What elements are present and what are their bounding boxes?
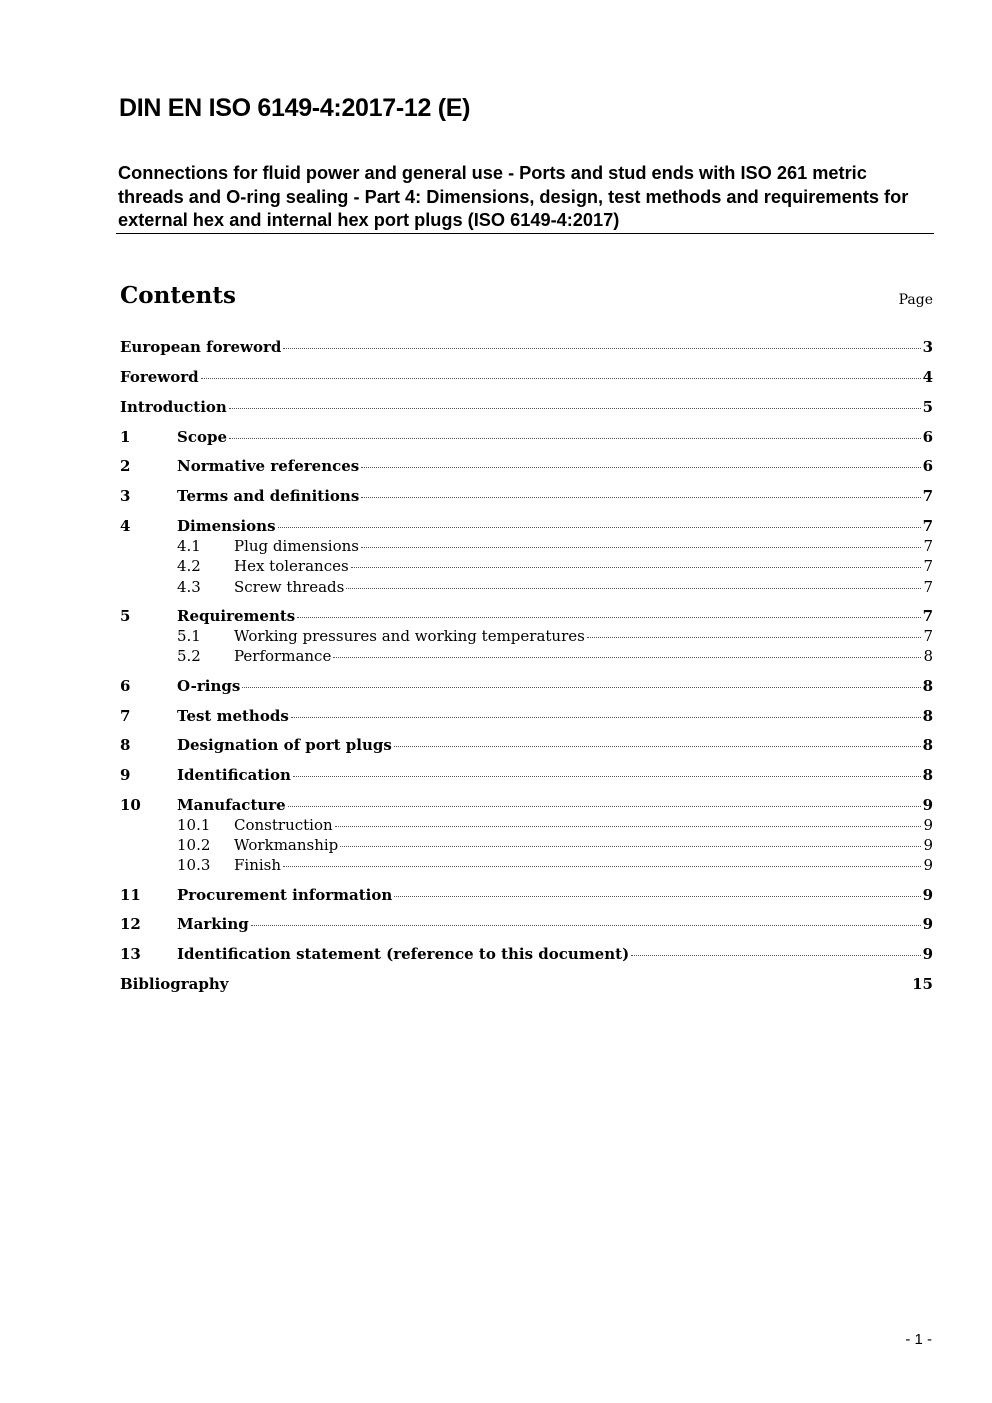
toc-entry[interactable] (120, 945, 933, 965)
toc-entry-page: 6 (922, 457, 933, 475)
toc-entry-label: Requirements (177, 607, 296, 625)
toc-entry-label: O-rings (177, 677, 241, 695)
toc-entry-page: 7 (923, 537, 933, 555)
toc-entry[interactable] (120, 428, 933, 448)
toc-entry-number: 12 (120, 915, 141, 933)
toc-entry[interactable] (120, 975, 933, 995)
page-number: - 1 - (905, 1331, 932, 1348)
toc-entry-page: 8 (922, 766, 933, 784)
toc-entry-number: 4 (120, 517, 131, 535)
toc-entry-number: 6 (120, 677, 131, 695)
toc-entry-page: 7 (922, 607, 933, 625)
toc-entry-page: 9 (922, 915, 933, 933)
toc-entry-label: Performance (234, 647, 332, 665)
toc-entry[interactable] (120, 517, 933, 537)
toc-entry-page: 9 (922, 886, 933, 904)
toc-entry-label: Introduction (120, 398, 227, 416)
toc-entry-page: 3 (922, 338, 933, 356)
toc-entry-label: Manufacture (177, 796, 286, 814)
toc-dot-leader (231, 985, 911, 986)
toc-entry[interactable] (120, 457, 933, 477)
toc-entry-page: 7 (923, 557, 933, 575)
toc-entry-label: Workmanship (234, 836, 339, 854)
toc-entry[interactable] (120, 736, 933, 756)
toc-entry[interactable] (120, 677, 933, 697)
document-subtitle: Connections for fluid power and general use - Ports and stud ends with ISO 261 metric threads and O-ring sealing - Part 4: Dimensions, design, test methods and requirements for external hex and internal hex port plugs (ISO 6149-4:2017) (118, 163, 909, 230)
toc-dot-leader (229, 408, 921, 409)
toc-entry-label: Screw threads (234, 578, 345, 596)
toc-entry-label: Plug dimensions (234, 537, 359, 555)
toc-dot-leader (297, 617, 920, 618)
toc-entry-number: 9 (120, 766, 131, 784)
toc-entry-page: 9 (923, 816, 933, 834)
toc-dot-leader (291, 717, 921, 718)
toc-entry-page: 9 (923, 836, 933, 854)
toc-dot-leader (340, 846, 921, 847)
toc-entry-number: 8 (120, 736, 131, 754)
toc-entry-page: 8 (922, 707, 933, 725)
toc-subentry[interactable] (120, 836, 933, 856)
toc-entry-label: Designation of port plugs (177, 736, 392, 754)
toc-entry-page: 9 (922, 796, 933, 814)
toc-dot-leader (333, 657, 921, 658)
toc-entry-number: 10.2 (177, 836, 211, 854)
toc-entry-number: 10.3 (177, 856, 211, 874)
toc-dot-leader (288, 806, 921, 807)
toc-entry-number: 5.2 (177, 647, 201, 665)
toc-dot-leader (394, 896, 920, 897)
toc-dot-leader (242, 687, 920, 688)
toc-subentry[interactable] (120, 856, 933, 876)
toc-entry[interactable] (120, 338, 933, 358)
toc-dot-leader (251, 925, 921, 926)
toc-dot-leader (346, 588, 921, 589)
toc-entry[interactable] (120, 796, 933, 816)
toc-subentry[interactable] (120, 627, 933, 647)
contents-heading: Contents (120, 282, 236, 309)
toc-entry-label: Scope (177, 428, 228, 446)
toc-entry-label: Identification statement (reference to this document) (177, 945, 630, 963)
toc-dot-leader (631, 955, 920, 956)
toc-entry-page: 15 (912, 975, 933, 993)
toc-entry-page: 9 (923, 856, 933, 874)
toc-entry-label: Normative references (177, 457, 360, 475)
toc-subentry[interactable] (120, 537, 933, 557)
toc-entry-page: 6 (922, 428, 933, 446)
toc-entry-number: 13 (120, 945, 141, 963)
toc-entry-page: 8 (922, 736, 933, 754)
toc-entry[interactable] (120, 915, 933, 935)
toc-subentry[interactable] (120, 647, 933, 667)
toc-entry-number: 5 (120, 607, 131, 625)
toc-entry-label: Finish (234, 856, 282, 874)
toc-entry-number: 2 (120, 457, 131, 475)
toc-entry[interactable] (120, 398, 933, 418)
toc-dot-leader (394, 746, 921, 747)
toc-entry[interactable] (120, 886, 933, 906)
toc-dot-leader (361, 547, 921, 548)
toc-entry-page: 9 (922, 945, 933, 963)
toc-dot-leader (361, 467, 920, 468)
toc-entry-page: 7 (923, 627, 933, 645)
toc-dot-leader (201, 378, 921, 379)
toc-entry-label: Working pressures and working temperatures (234, 627, 585, 645)
page-column-label: Page (898, 292, 933, 308)
toc-entry-number: 3 (120, 487, 131, 505)
toc-entry-number: 1 (120, 428, 131, 446)
toc-entry[interactable] (120, 707, 933, 727)
toc-entry-number: 5.1 (177, 627, 201, 645)
toc-entry-label: Foreword (120, 368, 199, 386)
toc-subentry[interactable] (120, 578, 933, 598)
document-title: DIN EN ISO 6149-4:2017-12 (E) (119, 94, 471, 122)
toc-dot-leader (587, 637, 922, 638)
toc-entry-label: Hex tolerances (234, 557, 349, 575)
toc-entry-label: Dimensions (177, 517, 276, 535)
toc-entry-number: 4.1 (177, 537, 201, 555)
toc-entry-number: 4.3 (177, 578, 201, 596)
toc-entry-page: 7 (922, 487, 933, 505)
toc-entry-label: Terms and definitions (177, 487, 360, 505)
toc-entry-page: 8 (922, 677, 933, 695)
toc-subentry[interactable] (120, 816, 933, 836)
toc-entry-page: 4 (922, 368, 933, 386)
toc-dot-leader (361, 497, 920, 498)
toc-entry-label: Test methods (177, 707, 289, 725)
toc-entry-number: 4.2 (177, 557, 201, 575)
toc-entry[interactable] (120, 487, 933, 507)
toc-dot-leader (229, 438, 921, 439)
toc-dot-leader (283, 348, 920, 349)
toc-entry-number: 7 (120, 707, 131, 725)
toc-entry[interactable] (120, 607, 933, 627)
toc-entry-number: 10.1 (177, 816, 211, 834)
toc-entry-label: Marking (177, 915, 249, 933)
toc-entry-label: Procurement information (177, 886, 393, 904)
toc-entry-page: 7 (922, 517, 933, 535)
toc-entry-label: European foreword (120, 338, 282, 356)
toc-subentry[interactable] (120, 557, 933, 577)
toc-entry-page: 8 (923, 647, 933, 665)
toc-entry-number: 10 (120, 796, 141, 814)
toc-entry-page: 5 (922, 398, 933, 416)
toc-entry-page: 7 (923, 578, 933, 596)
toc-entry-label: Construction (234, 816, 333, 834)
toc-dot-leader (278, 527, 921, 528)
toc-entry-label: Bibliography (120, 975, 229, 993)
toc-dot-leader (335, 826, 922, 827)
toc-entry-number: 11 (120, 886, 141, 904)
subtitle-divider (116, 233, 934, 234)
toc-dot-leader (283, 866, 921, 867)
toc-entry[interactable] (120, 368, 933, 388)
toc-dot-leader (351, 567, 922, 568)
toc-dot-leader (293, 776, 921, 777)
toc-entry-label: Identification (177, 766, 291, 784)
toc-entry[interactable] (120, 766, 933, 786)
